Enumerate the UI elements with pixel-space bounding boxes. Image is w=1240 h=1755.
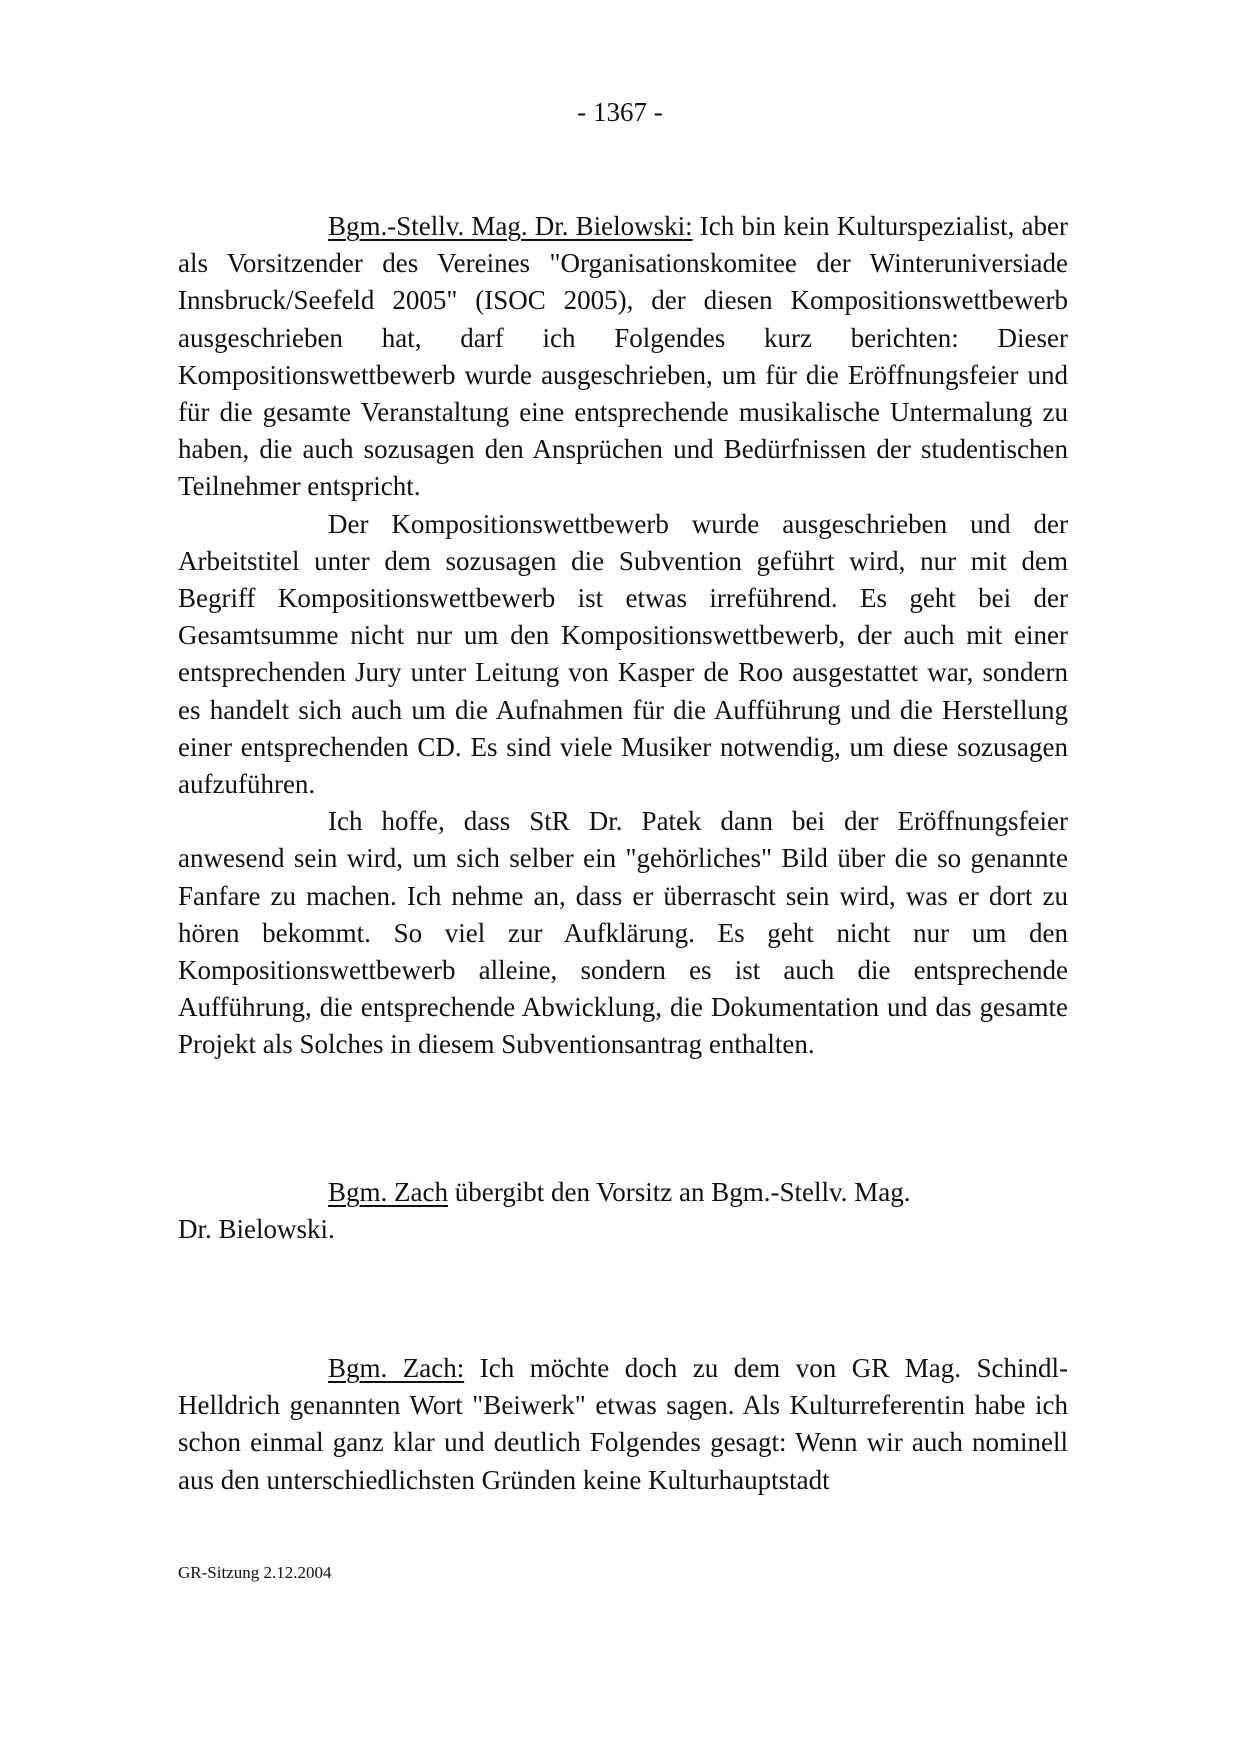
speaker-name: Bgm. Zach: xyxy=(328,1353,465,1383)
page-number: - 1367 - xyxy=(577,97,663,127)
speech-bielowski xyxy=(178,208,1068,1064)
chair-handover-note xyxy=(178,1174,1068,1248)
paragraph-text: Ich bin kein Kulturspezialist, aber als Vorsitzender des Vereines "Organisationskomitee der Winteruniversiade Innsbruck/Seefeld 2005" (ISOC 2005), der diesen Kompositionswettbewerb ausgeschrieben hat, darf ich Folgendes kurz berichten: Dieser Kompositionswettbewerb wurde ausgeschrieben, um für die Eröffnungsfeier und für die gesamte Veranstaltung eine entsprechende musikalische Untermalung zu haben, die auch sozusagen den Ansprüchen und Bedürfnissen der studentischen Teilnehmer entspricht. xyxy=(178,211,1069,502)
speech-zach xyxy=(178,1350,1068,1499)
paragraph-text: Ich möchte doch zu dem von GR Mag. Schindl-Helldrich genannten Wort "Beiwerk" etwas sagen. Als Kulturreferentin habe ich schon einmal ganz klar und deutlich Folgendes gesagt: Wenn wir auch nominell aus den unterschiedlichsten Gründen keine Kulturhauptstadt xyxy=(178,1353,1068,1495)
paragraph xyxy=(178,1350,1068,1499)
paragraph xyxy=(178,208,1068,506)
paragraph: Ich hoffe, dass StR Dr. Patek dann bei der Eröffnungsfeier anwesend sein wird, um sich selber ein "gehörliches" Bild über die so genannte Fanfare zu machen. Ich nehme an, dass er überrascht sein wird, was er dort zu hören bekommt. So viel zur Aufklärung. Es geht nicht nur um den Kompositionswettbewerb alleine, sondern es ist auch die entsprechende Aufführung, die entsprechende Abwicklung, die Dokumentation und das gesamte Projekt als Solches in diesem Subventionsantrag enthalten. xyxy=(178,806,1068,1060)
paragraph-text: übergibt den Vorsitz an Bgm.-Stellv. Mag. xyxy=(447,1177,911,1207)
paragraph: Der Kompositionswettbewerb wurde ausgeschrieben und der Arbeitstitel unter dem sozusagen die Subvention geführt wird, nur mit dem Begriff Kompositionswettbewerb ist etwas irreführend. Es geht bei der Gesamtsumme nicht nur um den Kompositionswettbewerb, der auch mit einer entsprechenden Jury unter Leitung von Kasper de Roo ausgestattet war, sondern es handelt sich auch um die Aufnahmen für die Aufführung und die Herstellung einer entsprechenden CD. Es sind viele Musiker notwendig, um diese sozusagen aufzuführen. xyxy=(178,508,1068,800)
paragraph xyxy=(178,1174,1068,1211)
footer-session-date: GR-Sitzung 2.12.2004 xyxy=(178,1563,332,1582)
speaker-name: Bgm. Zach xyxy=(328,1177,448,1207)
paragraph-continuation: Dr. Bielowski. xyxy=(178,1214,335,1245)
speaker-name: Bgm.-Stellv. Mag. Dr. Bielowski: xyxy=(328,211,693,241)
